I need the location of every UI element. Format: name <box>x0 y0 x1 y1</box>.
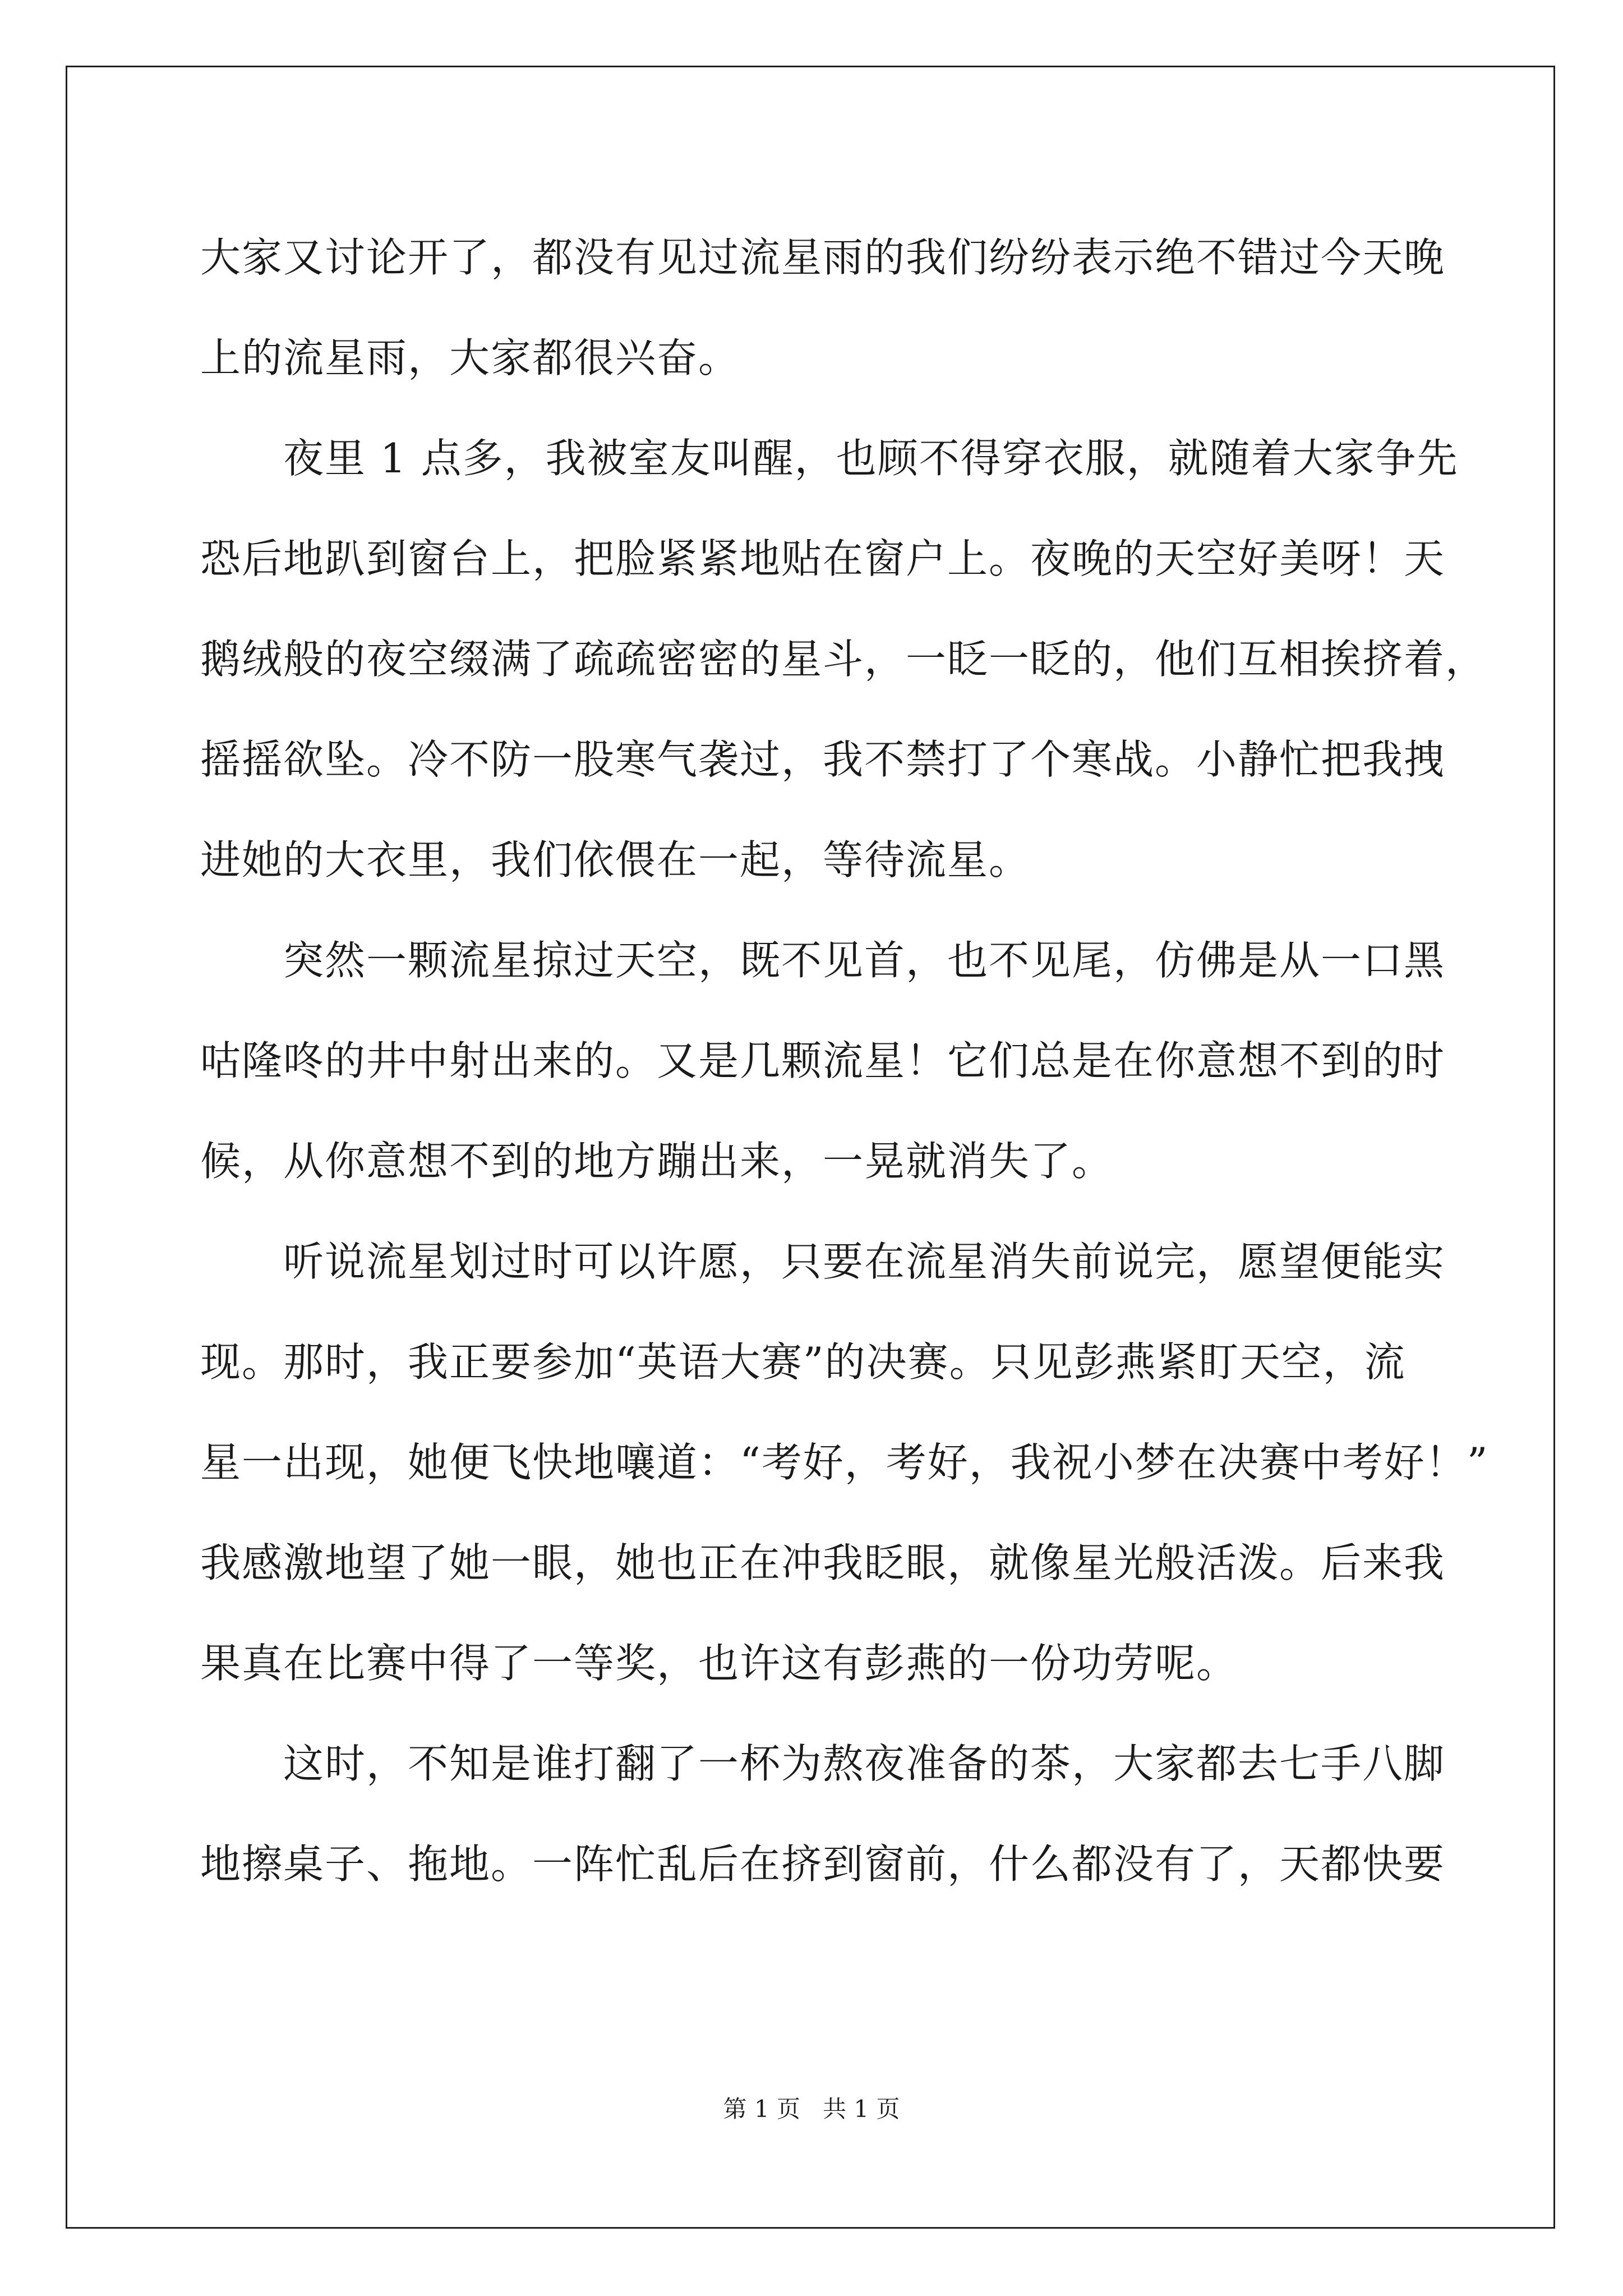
text-line: 我感激地望了她一眼，她也正在冲我眨眼，就像星光般活泼。后来我 <box>200 1539 1446 1586</box>
page-number-footer: 第 1 页 共 1 页 <box>723 2095 900 2123</box>
text-line: 突然一颗流星掠过天空，既不见首，也不见尾，仿佛是从一口黑 <box>283 937 1446 984</box>
text-line: 听说流星划过时可以许愿，只要在流星消失前说完，愿望便能实 <box>283 1238 1446 1285</box>
text-line: 恐后地趴到窗台上，把脸紧紧地贴在窗户上。夜晚的天空好美呀！天 <box>200 535 1446 582</box>
text-line: 候，从你意想不到的地方蹦出来，一晃就消失了。 <box>200 1138 1114 1185</box>
text-line: 上的流星雨，大家都很兴奋。 <box>200 334 740 381</box>
text-line: 鹅绒般的夜空缀满了疏疏密密的星斗，一眨一眨的，他们互相挨挤着， <box>200 636 1487 683</box>
text-line: 果真在比赛中得了一等奖，也许这有彭燕的一份功劳呢。 <box>200 1640 1238 1687</box>
document-body <box>200 208 1489 1915</box>
text-line: 夜里 1 点多，我被室友叫醒，也顾不得穿衣服，就随着大家争先 <box>283 435 1459 482</box>
text-line: 摇摇欲坠。冷不防一股寒气袭过，我不禁打了个寒战。小静忙把我拽 <box>200 736 1446 783</box>
text-line: 咕隆咚的井中射出来的。又是几颗流星！它们总是在你意想不到的时 <box>200 1037 1446 1084</box>
text-line: 大家又讨论开了，都没有见过流星雨的我们纷纷表示绝不错过今天晚 <box>200 234 1446 281</box>
text-line: 进她的大衣里，我们依偎在一起，等待流星。 <box>200 836 1031 884</box>
text-line: 现。那时，我正要参加“英语大赛”的决赛。只见彭燕紧盯天空，流 <box>200 1338 1406 1386</box>
text-line: 地擦桌子、拖地。一阵忙乱后在挤到窗前，什么都没有了，天都快要 <box>200 1841 1446 1888</box>
text-line: 星一出现，她便飞快地嚷道：“考好，考好，我祝小梦在决赛中考好！” <box>200 1439 1489 1486</box>
text-line: 这时，不知是谁打翻了一杯为熬夜准备的茶，大家都去七手八脚 <box>283 1740 1446 1787</box>
